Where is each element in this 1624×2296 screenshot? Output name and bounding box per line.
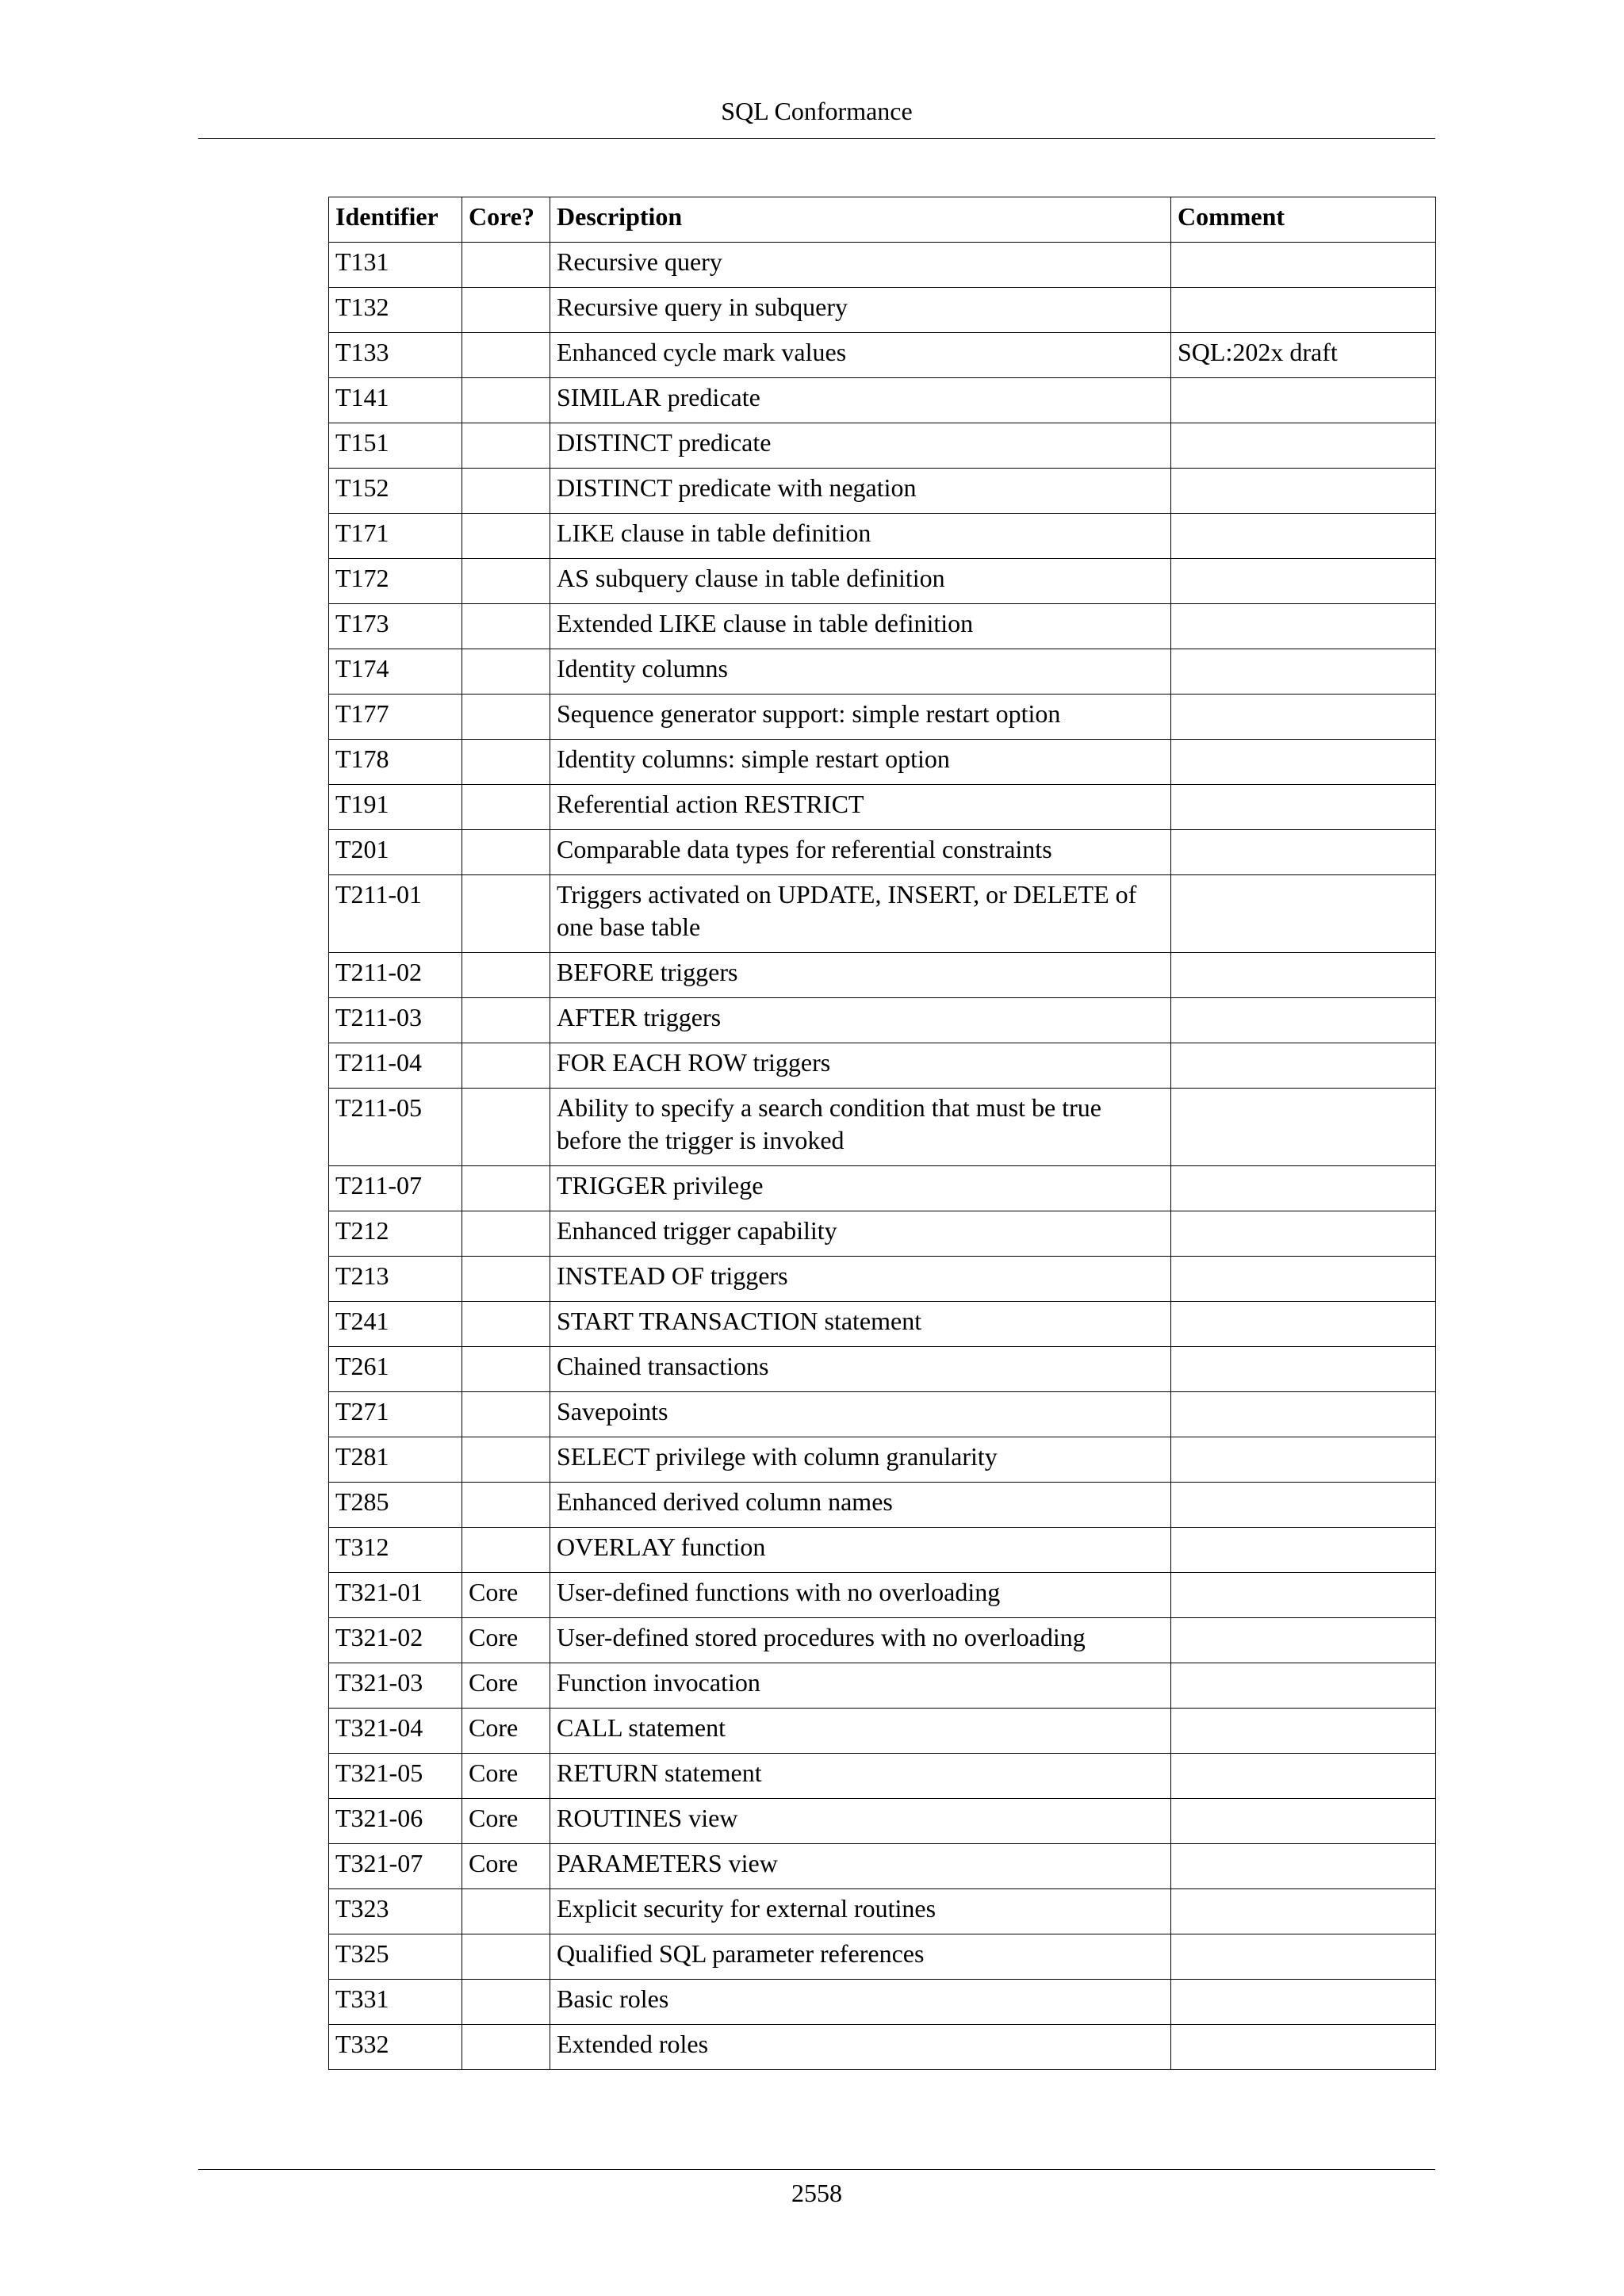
cell-description: OVERLAY function bbox=[550, 1528, 1171, 1573]
table-row bbox=[329, 1528, 1436, 1573]
cell-core bbox=[462, 423, 550, 469]
cell-comment bbox=[1171, 1043, 1436, 1089]
cell-comment bbox=[1171, 830, 1436, 875]
table-body bbox=[329, 243, 1436, 2070]
cell-core bbox=[462, 2025, 550, 2070]
cell-description: DISTINCT predicate with negation bbox=[550, 469, 1171, 514]
table-row bbox=[329, 378, 1436, 423]
table-row bbox=[329, 1934, 1436, 1980]
table-row bbox=[329, 695, 1436, 740]
cell-identifier: T172 bbox=[329, 559, 462, 604]
cell-description: User-defined functions with no overloading bbox=[550, 1573, 1171, 1618]
cell-core bbox=[462, 998, 550, 1043]
table-row bbox=[329, 953, 1436, 998]
cell-identifier: T321-01 bbox=[329, 1573, 462, 1618]
cell-core bbox=[462, 953, 550, 998]
cell-identifier: T285 bbox=[329, 1483, 462, 1528]
cell-identifier: T331 bbox=[329, 1980, 462, 2025]
cell-comment bbox=[1171, 1166, 1436, 1211]
cell-core bbox=[462, 1889, 550, 1934]
cell-identifier: T271 bbox=[329, 1392, 462, 1437]
cell-identifier: T178 bbox=[329, 740, 462, 785]
column-header-comment: Comment bbox=[1171, 197, 1436, 243]
cell-description: Recursive query in subquery bbox=[550, 288, 1171, 333]
cell-identifier: T151 bbox=[329, 423, 462, 469]
cell-core bbox=[462, 1211, 550, 1257]
cell-description: Triggers activated on UPDATE, INSERT, or DELETE of one base table bbox=[550, 875, 1171, 953]
cell-comment bbox=[1171, 1663, 1436, 1709]
cell-core bbox=[462, 469, 550, 514]
cell-description: BEFORE triggers bbox=[550, 953, 1171, 998]
cell-core bbox=[462, 740, 550, 785]
cell-core bbox=[462, 875, 550, 953]
cell-identifier: T323 bbox=[329, 1889, 462, 1934]
table-row bbox=[329, 875, 1436, 953]
header-divider bbox=[198, 138, 1435, 139]
table-row bbox=[329, 423, 1436, 469]
cell-description: LIKE clause in table definition bbox=[550, 514, 1171, 559]
table-row bbox=[329, 514, 1436, 559]
cell-core bbox=[462, 559, 550, 604]
cell-description: AS subquery clause in table definition bbox=[550, 559, 1171, 604]
cell-comment bbox=[1171, 1089, 1436, 1166]
cell-comment bbox=[1171, 1754, 1436, 1799]
cell-description: INSTEAD OF triggers bbox=[550, 1257, 1171, 1302]
table-row bbox=[329, 1709, 1436, 1754]
cell-description: PARAMETERS view bbox=[550, 1844, 1171, 1889]
cell-comment bbox=[1171, 998, 1436, 1043]
cell-comment bbox=[1171, 1302, 1436, 1347]
table-row bbox=[329, 1573, 1436, 1618]
cell-core: Core bbox=[462, 1618, 550, 1663]
cell-description: Recursive query bbox=[550, 243, 1171, 288]
cell-comment bbox=[1171, 559, 1436, 604]
cell-core bbox=[462, 1166, 550, 1211]
cell-comment bbox=[1171, 875, 1436, 953]
column-header-description: Description bbox=[550, 197, 1171, 243]
cell-identifier: T281 bbox=[329, 1437, 462, 1483]
cell-identifier: T321-03 bbox=[329, 1663, 462, 1709]
cell-identifier: T132 bbox=[329, 288, 462, 333]
cell-core bbox=[462, 378, 550, 423]
table-row bbox=[329, 998, 1436, 1043]
conformance-table bbox=[328, 197, 1436, 2070]
cell-identifier: T201 bbox=[329, 830, 462, 875]
cell-comment bbox=[1171, 423, 1436, 469]
cell-core bbox=[462, 785, 550, 830]
table-row bbox=[329, 1392, 1436, 1437]
cell-description: SELECT privilege with column granularity bbox=[550, 1437, 1171, 1483]
cell-comment bbox=[1171, 1618, 1436, 1663]
table-row bbox=[329, 649, 1436, 695]
cell-comment bbox=[1171, 2025, 1436, 2070]
column-header-core: Core? bbox=[462, 197, 550, 243]
cell-identifier: T171 bbox=[329, 514, 462, 559]
table-row bbox=[329, 1663, 1436, 1709]
cell-identifier: T211-04 bbox=[329, 1043, 462, 1089]
cell-comment bbox=[1171, 1934, 1436, 1980]
cell-core bbox=[462, 1934, 550, 1980]
cell-core bbox=[462, 649, 550, 695]
cell-description: Enhanced trigger capability bbox=[550, 1211, 1171, 1257]
cell-description: ROUTINES view bbox=[550, 1799, 1171, 1844]
cell-comment bbox=[1171, 1483, 1436, 1528]
cell-comment bbox=[1171, 1980, 1436, 2025]
cell-description: FOR EACH ROW triggers bbox=[550, 1043, 1171, 1089]
cell-identifier: T152 bbox=[329, 469, 462, 514]
table-row bbox=[329, 1844, 1436, 1889]
table-row bbox=[329, 2025, 1436, 2070]
cell-identifier: T211-02 bbox=[329, 953, 462, 998]
cell-identifier: T211-01 bbox=[329, 875, 462, 953]
cell-identifier: T321-06 bbox=[329, 1799, 462, 1844]
cell-identifier: T211-05 bbox=[329, 1089, 462, 1166]
cell-identifier: T332 bbox=[329, 2025, 462, 2070]
table-row bbox=[329, 1347, 1436, 1392]
table-row bbox=[329, 1043, 1436, 1089]
cell-core bbox=[462, 604, 550, 649]
cell-identifier: T321-02 bbox=[329, 1618, 462, 1663]
cell-description: DISTINCT predicate bbox=[550, 423, 1171, 469]
cell-core: Core bbox=[462, 1799, 550, 1844]
table-row bbox=[329, 830, 1436, 875]
cell-comment bbox=[1171, 1437, 1436, 1483]
cell-core bbox=[462, 1347, 550, 1392]
cell-core bbox=[462, 1437, 550, 1483]
cell-comment bbox=[1171, 1844, 1436, 1889]
cell-core bbox=[462, 1302, 550, 1347]
table-row bbox=[329, 740, 1436, 785]
table-row bbox=[329, 1618, 1436, 1663]
cell-comment bbox=[1171, 1257, 1436, 1302]
cell-description: Explicit security for external routines bbox=[550, 1889, 1171, 1934]
table-row bbox=[329, 1799, 1436, 1844]
cell-identifier: T133 bbox=[329, 333, 462, 378]
table-row bbox=[329, 1889, 1436, 1934]
cell-core bbox=[462, 1043, 550, 1089]
cell-comment bbox=[1171, 1889, 1436, 1934]
cell-description: Identity columns bbox=[550, 649, 1171, 695]
cell-description: Extended LIKE clause in table definition bbox=[550, 604, 1171, 649]
cell-comment bbox=[1171, 953, 1436, 998]
cell-identifier: T321-05 bbox=[329, 1754, 462, 1799]
cell-description: Identity columns: simple restart option bbox=[550, 740, 1171, 785]
cell-description: CALL statement bbox=[550, 1709, 1171, 1754]
cell-description: Sequence generator support: simple restart option bbox=[550, 695, 1171, 740]
table-row bbox=[329, 1211, 1436, 1257]
cell-comment bbox=[1171, 1528, 1436, 1573]
cell-core bbox=[462, 1392, 550, 1437]
cell-description: Qualified SQL parameter references bbox=[550, 1934, 1171, 1980]
cell-comment bbox=[1171, 514, 1436, 559]
cell-identifier: T211-07 bbox=[329, 1166, 462, 1211]
cell-core: Core bbox=[462, 1709, 550, 1754]
cell-comment bbox=[1171, 604, 1436, 649]
cell-core bbox=[462, 514, 550, 559]
cell-description: START TRANSACTION statement bbox=[550, 1302, 1171, 1347]
cell-core bbox=[462, 288, 550, 333]
cell-identifier: T321-04 bbox=[329, 1709, 462, 1754]
cell-core: Core bbox=[462, 1844, 550, 1889]
column-header-identifier: Identifier bbox=[329, 197, 462, 243]
cell-identifier: T212 bbox=[329, 1211, 462, 1257]
table-row bbox=[329, 469, 1436, 514]
cell-identifier: T131 bbox=[329, 243, 462, 288]
cell-core: Core bbox=[462, 1573, 550, 1618]
cell-identifier: T213 bbox=[329, 1257, 462, 1302]
cell-comment bbox=[1171, 740, 1436, 785]
table-header-row bbox=[329, 197, 1436, 243]
cell-description: RETURN statement bbox=[550, 1754, 1171, 1799]
table-row bbox=[329, 1257, 1436, 1302]
cell-identifier: T174 bbox=[329, 649, 462, 695]
table-row bbox=[329, 785, 1436, 830]
cell-comment bbox=[1171, 1392, 1436, 1437]
cell-comment bbox=[1171, 378, 1436, 423]
cell-core: Core bbox=[462, 1754, 550, 1799]
cell-description: Referential action RESTRICT bbox=[550, 785, 1171, 830]
cell-comment bbox=[1171, 288, 1436, 333]
cell-core bbox=[462, 1528, 550, 1573]
cell-comment bbox=[1171, 1347, 1436, 1392]
cell-description: Ability to specify a search condition that must be true before the trigger is invoked bbox=[550, 1089, 1171, 1166]
table-row bbox=[329, 243, 1436, 288]
cell-core bbox=[462, 1483, 550, 1528]
table-row bbox=[329, 604, 1436, 649]
cell-description: Extended roles bbox=[550, 2025, 1171, 2070]
table-row bbox=[329, 1166, 1436, 1211]
cell-identifier: T141 bbox=[329, 378, 462, 423]
cell-description: User-defined stored procedures with no overloading bbox=[550, 1618, 1171, 1663]
cell-comment bbox=[1171, 243, 1436, 288]
table-row bbox=[329, 1437, 1436, 1483]
table-row bbox=[329, 559, 1436, 604]
cell-core bbox=[462, 1257, 550, 1302]
cell-identifier: T241 bbox=[329, 1302, 462, 1347]
cell-identifier: T173 bbox=[329, 604, 462, 649]
cell-core bbox=[462, 1089, 550, 1166]
cell-description: Enhanced cycle mark values bbox=[550, 333, 1171, 378]
cell-description: TRIGGER privilege bbox=[550, 1166, 1171, 1211]
cell-identifier: T261 bbox=[329, 1347, 462, 1392]
table-row bbox=[329, 1302, 1436, 1347]
cell-comment bbox=[1171, 649, 1436, 695]
page-number: 2558 bbox=[791, 2179, 842, 2207]
cell-comment: SQL:202x draft bbox=[1171, 333, 1436, 378]
cell-comment bbox=[1171, 1799, 1436, 1844]
cell-comment bbox=[1171, 1211, 1436, 1257]
table-row bbox=[329, 1089, 1436, 1166]
cell-description: Savepoints bbox=[550, 1392, 1171, 1437]
table-row bbox=[329, 1754, 1436, 1799]
table-row bbox=[329, 1980, 1436, 2025]
cell-core: Core bbox=[462, 1663, 550, 1709]
cell-description: Chained transactions bbox=[550, 1347, 1171, 1392]
cell-identifier: T191 bbox=[329, 785, 462, 830]
cell-description: AFTER triggers bbox=[550, 998, 1171, 1043]
cell-comment bbox=[1171, 1573, 1436, 1618]
cell-identifier: T211-03 bbox=[329, 998, 462, 1043]
table-row bbox=[329, 1483, 1436, 1528]
page-header-title: SQL Conformance bbox=[721, 97, 913, 125]
cell-core bbox=[462, 243, 550, 288]
cell-comment bbox=[1171, 1709, 1436, 1754]
cell-description: Basic roles bbox=[550, 1980, 1171, 2025]
table-row bbox=[329, 333, 1436, 378]
cell-comment bbox=[1171, 695, 1436, 740]
cell-identifier: T312 bbox=[329, 1528, 462, 1573]
cell-description: SIMILAR predicate bbox=[550, 378, 1171, 423]
cell-identifier: T321-07 bbox=[329, 1844, 462, 1889]
cell-core bbox=[462, 695, 550, 740]
table-row bbox=[329, 288, 1436, 333]
cell-description: Enhanced derived column names bbox=[550, 1483, 1171, 1528]
cell-description: Comparable data types for referential constraints bbox=[550, 830, 1171, 875]
cell-comment bbox=[1171, 469, 1436, 514]
cell-identifier: T325 bbox=[329, 1934, 462, 1980]
cell-comment bbox=[1171, 785, 1436, 830]
cell-core bbox=[462, 830, 550, 875]
cell-core bbox=[462, 333, 550, 378]
cell-description: Function invocation bbox=[550, 1663, 1171, 1709]
cell-identifier: T177 bbox=[329, 695, 462, 740]
cell-core bbox=[462, 1980, 550, 2025]
footer-divider bbox=[198, 2169, 1435, 2170]
